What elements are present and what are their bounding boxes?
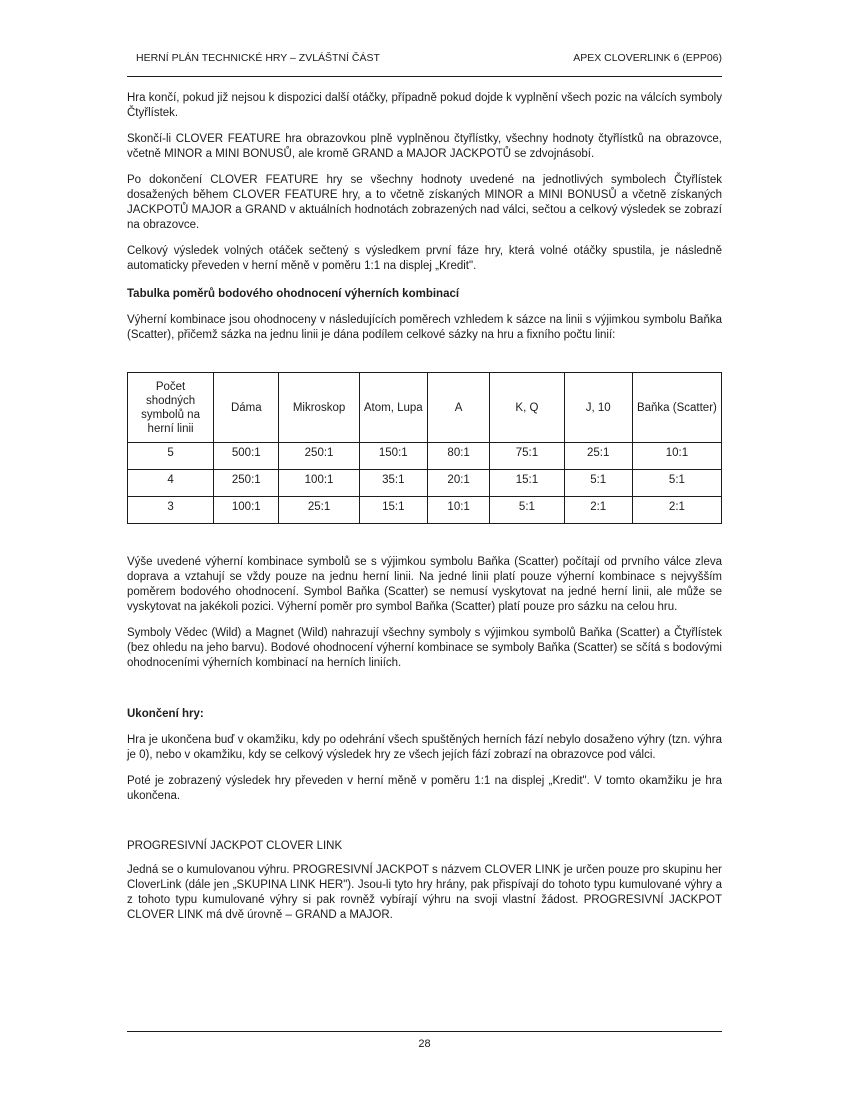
column-header-banka-scatter: Baňka (Scatter) [632,373,721,443]
paragraph-progressive-jackpot: Jedná se o kumulovanou výhru. PROGRESIVNÍ JACKPOT s názvem CLOVER LINK je určen pouze pro skupinu her CloverLink (dále jen „SKUPINA LINK HER"). Jsou-li tyto hry hrány, pak přispívají do tohoto typu kumulované výhry a z tohoto typu kumulované výhry si pak rovněž vybírají výhru na svoji vlastní žádost. PROGRESIVNÍ JACKPOT CLOVER LINK má dvě úrovně – GRAND a MAJOR. [127,864,722,921]
page-footer [127,1031,722,1051]
table-cell: 10:1 [632,443,721,470]
footer-rule [127,1031,722,1032]
table-cell: 80:1 [427,443,489,470]
table-cell: 25:1 [279,497,359,524]
paragraph-result-transfer: Poté je zobrazený výsledek hry převeden v herní měně v poměru 1:1 na displej „Kredit". V tomto okamžiku je hra ukončena. [127,775,722,802]
column-header-symbol-count: Počet shodných symbolů na herní linii [128,373,214,443]
page-number: 28 [418,1038,431,1050]
table-cell: 5:1 [564,470,632,497]
table-section-heading: Tabulka poměrů bodového ohodnocení výherních kombinací [127,288,460,300]
table-cell: 20:1 [427,470,489,497]
table-cell: 15:1 [490,470,564,497]
table-cell: 2:1 [564,497,632,524]
column-header-a: A [427,373,489,443]
paragraph-table-intro: Výherní kombinace jsou ohodnoceny v následujících poměrech vzhledem k sázce na linii s výjimkou symbolu Baňka (Scatter), přičemž sázka na jednu linii je dána podílem celkové sázky na hru a fixního počtu linií: [127,314,722,341]
ending-section-heading: Ukončení hry: [127,708,204,720]
header-title-left: HERNÍ PLÁN TECHNICKÉ HRY – ZVLÁŠTNÍ ČÁST [136,52,380,64]
paragraph-combinations-rules: Výše uvedené výherní kombinace symbolů se s výjimkou symbolu Baňka (Scatter) počítají od prvního válce zleva doprava a vztahují se vždy pouze na jednu herní linii. Na jedné linii platí pouze výherní kombinace s nejvyšším poměrem bodového ohodnocení. Symbol Baňka (Scatter) se nemusí vyskytovat na jedné herní linii, ale může se vyskytovat na jakékoli pozici. Výherní poměr pro symbol Baňka (Scatter) platí pouze pro sázku na celou hru. [127,556,722,613]
table-cell: 250:1 [279,443,359,470]
paragraph-clover-feature-double: Skončí-li CLOVER FEATURE hra obrazovkou plně vyplněnou čtyřlístky, všechny hodnoty čtyřlístků na obrazovce, včetně MINOR a MINI BONUSŮ, ale kromě GRAND a MAJOR JACKPOTŮ se zdvojnásobí. [127,133,722,160]
column-header-k-q: K, Q [490,373,564,443]
payout-table [127,372,722,524]
column-header-mikroskop: Mikroskop [279,373,359,443]
table-row [128,470,722,497]
table-cell: 5:1 [490,497,564,524]
table-cell: 25:1 [564,443,632,470]
table-cell: 4 [128,470,214,497]
paragraph-wild-symbols: Symboly Vědec (Wild) a Magnet (Wild) nahrazují všechny symboly s výjimkou symbolů Baňka (Scatter) a Čtyřlístek (bez ohledu na jeho barvu). Bodové ohodnocení výherní kombinace se symboly Baňka (Scatter) se sčítá s bodovými ohodnoceními výherních kombinací na herních liniích. [127,627,722,669]
paragraph-clover-feature-sum: Po dokončení CLOVER FEATURE hry se všechny hodnoty uvedené na jednotlivých symbolech Čtyřlístek dosažených během CLOVER FEATURE hry, a to včetně získaných MINOR a MINI BONUSŮ a včetně získaných JACKPOTŮ MAJOR a GRAND v aktuálních hodnotách zobrazených nad válci, sečtou a celkový výsledek se zobrazí na obrazovce. [127,174,722,231]
column-header-atom-lupa: Atom, Lupa [359,373,427,443]
paragraph-game-termination: Hra je ukončena buď v okamžiku, kdy po odehrání všech spuštěných herních fází nebylo dosaženo výhry (tzn. výhra je 0), nebo v okamžiku, kdy se celkový výsledek hry ze všech jejích fází zobrazí na obrazovce pod válci. [127,734,722,761]
table-cell: 10:1 [427,497,489,524]
running-header [127,52,722,65]
table-cell: 100:1 [214,497,279,524]
table-cell: 3 [128,497,214,524]
jackpot-section-heading: PROGRESIVNÍ JACKPOT CLOVER LINK [127,840,343,852]
paragraph-free-spins-result: Celkový výsledek volných otáček sečtený s výsledkem první fáze hry, která volné otáčky spustila, je následně automaticky převeden v herní měně v poměru 1:1 na displej „Kredit". [127,245,722,272]
table-cell: 5 [128,443,214,470]
table-cell: 35:1 [359,470,427,497]
table-cell: 5:1 [632,470,721,497]
paragraph-game-end: Hra končí, pokud již nejsou k dispozici další otáčky, případně pokud dojde k vyplnění všech pozic na válcích symboly Čtyřlístek. [127,92,722,119]
table-cell: 15:1 [359,497,427,524]
table-row [128,443,722,470]
table-cell: 250:1 [214,470,279,497]
table-cell: 500:1 [214,443,279,470]
header-rule [127,76,722,77]
column-header-dama: Dáma [214,373,279,443]
table-cell: 2:1 [632,497,721,524]
table-cell: 150:1 [359,443,427,470]
payout-table-header-row [128,373,722,443]
header-title-right: APEX CLOVERLINK 6 (EPP06) [573,52,722,64]
table-cell: 75:1 [490,443,564,470]
column-header-j-10: J, 10 [564,373,632,443]
table-cell: 100:1 [279,470,359,497]
table-row [128,497,722,524]
